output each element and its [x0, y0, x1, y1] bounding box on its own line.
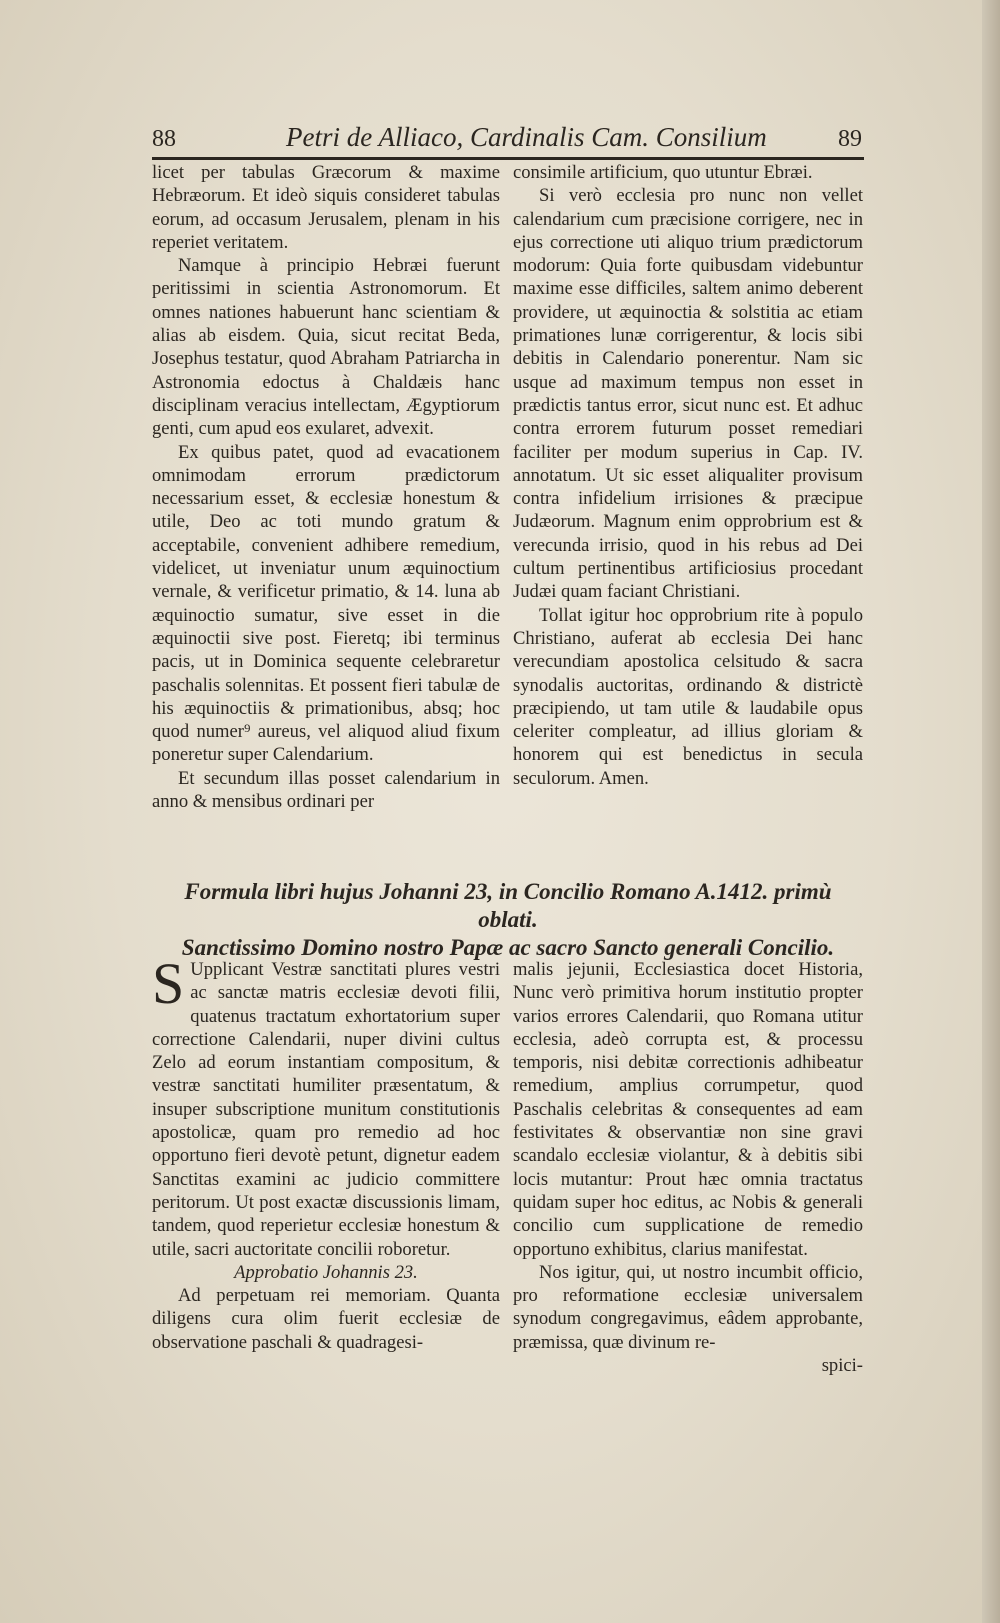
paragraph: licet per tabulas Græcorum & maxime Hebræorum. Et ideò siquis consideret tabulas eorum, ad occasum Jerusalem, plenam in his reperiet veritatem. — [152, 162, 500, 253]
paragraph: Si verò ecclesia pro nunc non vellet calendarium cum præcisione corrigere, nec in ejus correctione uti aliquo trium prædictorum modorum: Quia forte quibusdam videbuntur maxime esse difficiles, saltem animo deberent providere, ut æquinoctia & solstitia ac etiam primationes lunæ corrigerentur, & locis sibi debitis in Calendario ponerentur. Nam sic usque ad maximum tempus non esset in prædictis tantus error, sicut nunc est. Et adhuc contra errorem futurum posset remediari faciliter per modum superius in Cap. IV. annotatum. Ut sic esset aliqualiter provisum contra infidelium irrisiones & præcipue Judæorum. Magnum enim opprobrium est & verecunda irrisio, quod in his rebus ad Dei cultum pertinentibus artificiosius procedant Judæi quam faciant Christiani. — [513, 185, 863, 603]
section-title — [152, 878, 864, 962]
running-header — [152, 118, 862, 158]
column-left-lower — [152, 951, 500, 1354]
running-title: Petri de Alliaco, Cardinalis Cam. Consilium — [286, 122, 767, 152]
catchword: spici- — [821, 1355, 863, 1377]
paragraph: Upplicant Vestræ sanctitati plures vestri ac sanctæ matris ecclesiæ devoti filii, quatenus tractatum exhortatorium super correctione Calendarii, nuper divini cultus Zelo ad eorum instantiam compositum, & vestræ sanctitati humiliter præsentatum, & insuper subscriptione munitum constitutionis apostolicæ, quam pro remedio ad hoc opportuno fieri devotè petunt, dignetur eadem Sanctitas examini ac judicio committere peritorum. Ut post exactæ discussionis limam, tandem, quod reperietur ecclesiæ honestum & utile, sacri auctoritate concilii roboretur. — [152, 959, 500, 1260]
paragraph: consimile artificium, quo utuntur Ebræi. — [513, 162, 813, 183]
drop-cap: S — [152, 951, 185, 1016]
paragraph: Namque à principio Hebræi fuerunt peritissimi in scientia Astronomorum. Et omnes nationes habuerunt hanc scientiam & alias ab eisdem. Quia, sicut recitat Beda, Josephus testatur, quod Abraham Patriarcha in Astronomia edoctus à Chaldæis hanc disciplinam veracius intellectam, Ægyptiorum genti, cum apud eos exularet, advexit. — [152, 255, 500, 440]
column-left-upper — [152, 161, 500, 813]
column-right-upper — [513, 161, 863, 790]
page-edge — [982, 0, 1000, 1623]
subheading: Approbatio Johannis 23. — [234, 1261, 418, 1283]
paragraph: Tollat igitur hoc opprobrium rite à populo Christiano, auferat ab ecclesia Dei hanc verecundiam apostolica celsitudo & sacra synodalis auctoritas, ordinando & districtè præcipiendo, ut tam utile & laudabile opus celeriter compleatur, ad illius gloriam & honorem qui est benedictus in secula seculorum. Amen. — [513, 604, 863, 789]
page-number-right: 89 — [838, 126, 862, 152]
section-title-line: Formula libri hujus Johanni 23, in Concilio Romano A.1412. primù oblati. — [184, 879, 832, 932]
section-title-line: Sanctissimo Domino nostro Papæ ac sacro Sancto generali Concilio. — [181, 935, 835, 960]
paragraph: Ad perpetuam rei memoriam. Quanta diligens cura olim fuerit ecclesiæ de observatione paschali & quadragesi- — [152, 1285, 500, 1353]
header-rule — [152, 157, 864, 160]
paragraph: Nos igitur, qui, ut nostro incumbit officio, pro reformatione ecclesiæ universalem synodum congregavimus, eâdem approbante, præmissa, quæ divinum re- — [513, 1261, 863, 1353]
column-right-lower — [513, 958, 863, 1377]
paragraph: malis jejunii, Ecclesiastica docet Historia, Nunc verò primitiva horum institutio propter varios errores Calendarii, quo Romana utitur ecclesia, adeò corrupta est, & processu temporis, nisi debitæ correctionis adhibeatur remedium, amplius corrumpetur, quod Paschalis celebritas & consequentes ad eam festivitates & observantiæ non sine gravi scandalo ecclesiæ violantur, & à debitis sibi locis mutantur: Prout hæc omnia tractatus quidam super hoc editus, ac Nobis & generali concilio cum supplicatione de remedio opportuno exhibitus, clarius manifestat. — [513, 959, 863, 1260]
paragraph: Ex quibus patet, quod ad evacationem omnimodam errorum prædictorum necessarium esset, & ecclesiæ honestum & utile, Deo ac toti mundo gratum & acceptabile, convenient adhibere remedium, videlicet, ut inveniatur unum æquinoctium vernale, & verificetur primatio, & 14. luna ab æquinoctio sumatur, sive esset in die æquinoctii sive post. Fieretq; ibi terminus pacis, ut in Dominica sequente celebraretur paschalis solennitas. Et possent fieri tabulæ de his æquinoctiis & primationibus, absq; hoc quod numer⁹ aureus, vel aliquod aliud fixum poneretur super Calendarium. — [152, 441, 500, 766]
page-number-left: 88 — [152, 126, 176, 152]
paragraph: Et secundum illas posset calendarium in anno & mensibus ordinari per — [152, 767, 500, 813]
